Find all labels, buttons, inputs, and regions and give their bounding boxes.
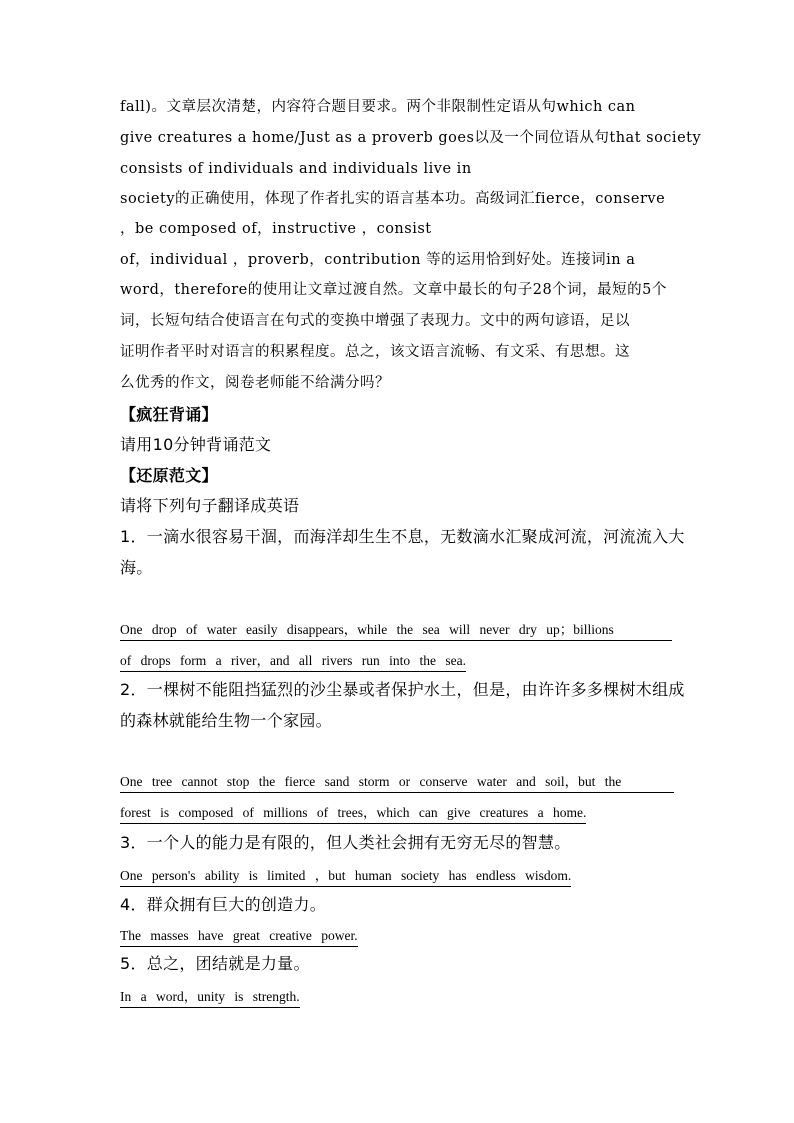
item-answer: One drop of water easily disappears，while the sea will never dry up；billions	[120, 620, 672, 641]
item-prompt: 5．总之，团结就是力量。	[120, 954, 310, 973]
item-prompt: 3．一个人的能力是有限的，但人类社会拥有无穷无尽的智慧。	[120, 833, 571, 852]
section-heading-restore: 【还原范文】	[120, 466, 218, 485]
item-answer: One person's ability is limited ，but human society has endless wisdom.	[120, 866, 571, 887]
paragraph-line: ，be composed of，instructive ，consist	[120, 221, 432, 237]
item-prompt: 的森林就能给生物一个家园。	[120, 711, 332, 730]
paragraph-line: fall)。文章层次清楚，内容符合题目要求。两个非限制性定语从句which can	[120, 99, 636, 115]
item-prompt: 海。	[120, 558, 153, 577]
item-answer: The masses have great creative power.	[120, 926, 358, 947]
item-prompt: 4．群众拥有巨大的创造力。	[120, 895, 327, 914]
item-answer: of drops form a river，and all rivers run into the sea.	[120, 651, 466, 672]
item-answer: forest is composed of millions of trees，which can give creatures a home.	[120, 803, 586, 824]
section-instruction-restore: 请将下列句子翻译成英语	[120, 496, 300, 515]
section-instruction-recite: 请用10分钟背诵范文	[120, 435, 272, 454]
paragraph-line: give creatures a home/Just as a proverb goes以及一个同位语从句that society	[120, 130, 702, 146]
paragraph-line: word，therefore的使用让文章过渡自然。文章中最长的句子28个词，最短的5个	[120, 282, 667, 298]
paragraph-line: society的正确使用，体现了作者扎实的语言基本功。高级词汇fierce，conserve	[120, 191, 666, 207]
paragraph-line: of，individual ，proverb，contribution 等的运用恰到好处。连接词in a	[120, 252, 636, 268]
item-answer: In a word，unity is strength.	[120, 987, 300, 1008]
item-prompt: 2．一棵树不能阻挡猛烈的沙尘暴或者保护水土，但是，由许许多多棵树木组成	[120, 680, 685, 699]
item-answer: One tree cannot stop the fierce sand storm or conserve water and soil，but the	[120, 772, 674, 793]
paragraph-line: consists of individuals and individuals live in	[120, 161, 472, 177]
item-prompt: 1．一滴水很容易干涸，而海洋却生生不息，无数滴水汇聚成河流，河流流入大	[120, 527, 685, 546]
paragraph-line: 么优秀的作文，阅卷老师能不给满分吗？	[120, 375, 390, 391]
paragraph-line: 证明作者平时对语言的积累程度。总之，该文语言流畅、有文采、有思想。这	[120, 344, 630, 360]
section-heading-recite: 【疯狂背诵】	[120, 405, 218, 424]
paragraph-line: 词，长短句结合使语言在句式的变换中增强了表现力。文中的两句谚语，足以	[120, 313, 630, 329]
